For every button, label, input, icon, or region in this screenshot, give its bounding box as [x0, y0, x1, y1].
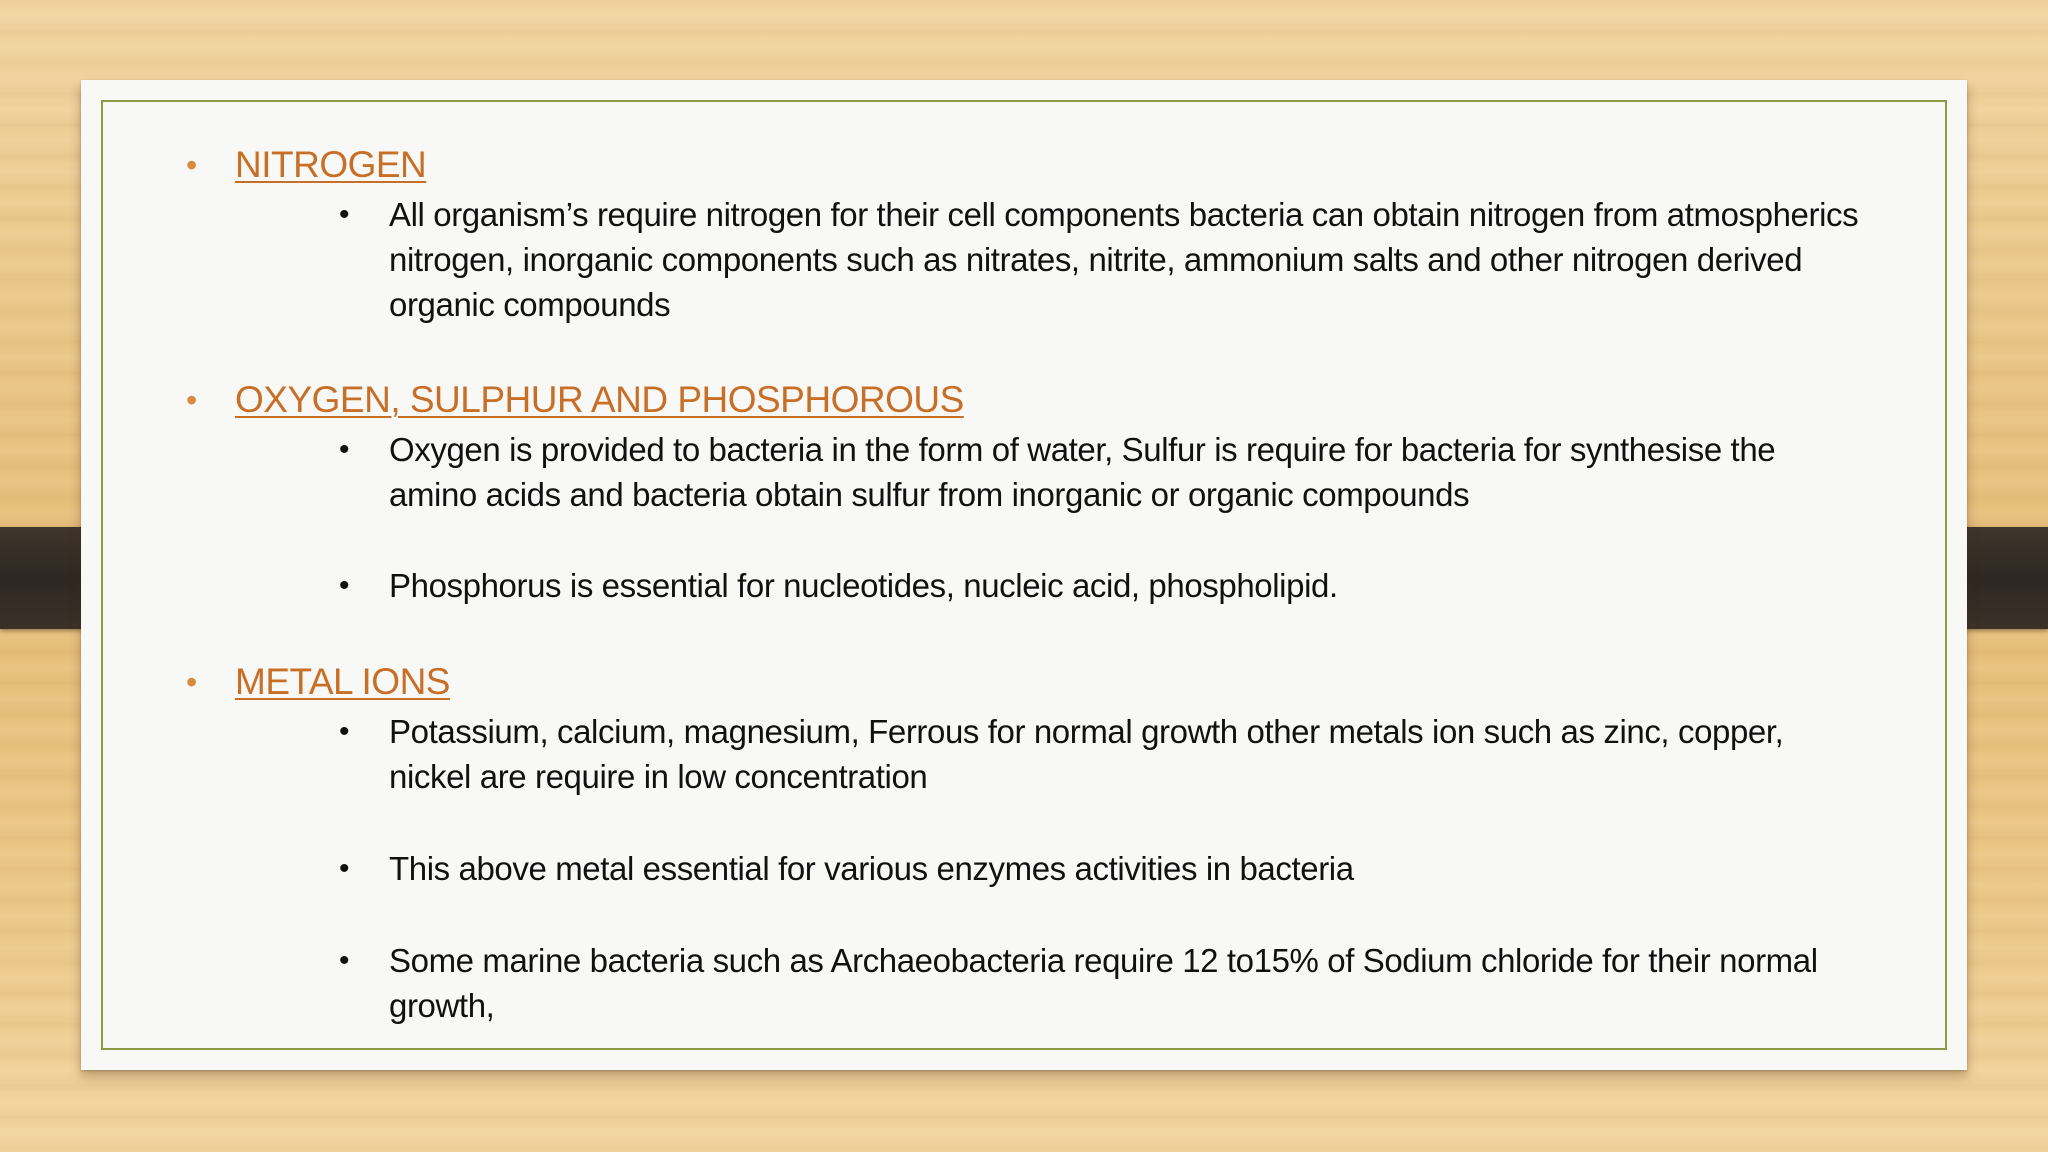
section-heading: OXYGEN, SULPHUR AND PHOSPHOROUS [235, 379, 964, 420]
item-text: Phosphorus is essential for nucleotides, nucleic acid, phospholipid. [389, 567, 1338, 604]
section-heading: METAL IONS [235, 661, 450, 702]
list-item [81, 563, 1881, 608]
item-text: Potassium, calcium, magnesium, Ferrous for normal growth other metals ion such as zinc, copper, nickel are require in low concentration [389, 713, 1784, 795]
heading-bullet: • [186, 147, 198, 183]
section-metal-ions [81, 659, 1881, 1028]
section-nitrogen [81, 142, 1881, 327]
list-item [81, 427, 1881, 517]
section-heading-row [81, 377, 1881, 423]
list-item [81, 938, 1881, 1028]
item-bullet: • [339, 198, 350, 231]
item-text: Oxygen is provided to bacteria in the form of water, Sulfur is require for bacteria for synthesise the amino acids and bacteria obtain sulfur from inorganic or organic compounds [389, 431, 1776, 513]
item-bullet: • [339, 433, 350, 466]
heading-bullet: • [186, 664, 198, 700]
item-text: Some marine bacteria such as Archaeobacteria require 12 to15% of Sodium chloride for their normal growth, [389, 942, 1818, 1024]
slide-content [81, 80, 1967, 1070]
section-heading-row [81, 142, 1881, 188]
item-text: All organism’s require nitrogen for their cell components bacteria can obtain nitrogen from atmospherics nitrogen, inorganic components such as nitrates, nitrite, ammonium salts and other nitrogen derived organic compounds [389, 196, 1859, 323]
item-bullet: • [339, 944, 350, 977]
section-oxygen-sulphur-phosphorous [81, 377, 1881, 608]
list-item [81, 709, 1881, 799]
item-bullet: • [339, 852, 350, 885]
list-item [81, 192, 1881, 327]
slide-paper [81, 80, 1967, 1070]
section-heading: NITROGEN [235, 144, 427, 185]
heading-bullet: • [186, 382, 198, 418]
list-item [81, 846, 1881, 891]
section-heading-row [81, 659, 1881, 705]
item-bullet: • [339, 715, 350, 748]
item-text: This above metal essential for various enzymes activities in bacteria [389, 850, 1354, 887]
item-bullet: • [339, 569, 350, 602]
